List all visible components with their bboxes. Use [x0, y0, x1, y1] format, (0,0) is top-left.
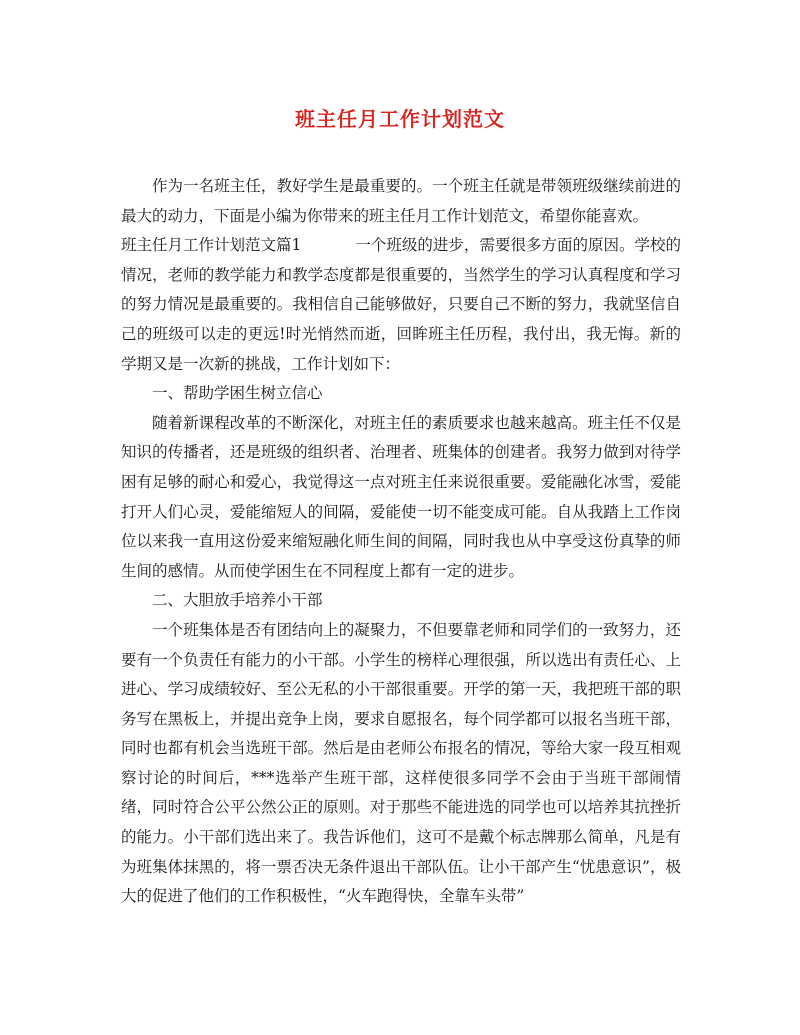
article-lead: 一个班级的进步，需要很多方面的原因。学校的情况，老师的教学能力和教学态度都是很重要的，当然学生的学习认真程度和学习的努力情况是最重要的。我相信自己能够做好，只要自己不断的努力，我就坚信自己的班级可以走的更远!时光悄然而逝，回眸班主任历程，我付出，我无悔。新的学期又是一次新的挑战，工作计划如下：: [121, 236, 681, 373]
article-heading: 班主任月工作计划范文篇1: [121, 236, 302, 255]
section1-heading: 一、帮助学困生树立信心: [152, 384, 323, 403]
document-title: 班主任月工作计划范文: [295, 107, 505, 131]
section2-heading: 二、大胆放手培养小干部: [152, 591, 323, 610]
section2-paragraph: 一个班集体是否有团结向上的凝聚力，不但要靠老师和同学们的一致努力，还要有一个负责任有能力的小干部。小学生的榜样心理很强，所以选出有责任心、上进心、学习成绩较好、至公无私的小干部很重要。开学的第一天，我把班干部的职务写在黑板上，并提出竞争上岗，要求自愿报名，每个同学都可以报名当班干部，同时也都有机会当选班干部。然后是由老师公布报名的情况，等给大家一段互相观察讨论的时间后，***选举产生班干部，这样使很多同学不会由于当班干部闹情绪，同时符合公平公然公正的原则。对于那些不能进选的同学也可以培养其抗挫折的能力。小干部们选出来了。我告诉他们，这可不是戴个标志牌那么简单，凡是有为班集体抹黑的，将一票否决无条件退出干部队伍。让小干部产生“忧患意识”，极大的促进了他们的工作积极性，“火车跑得快，全靠车头带”: [121, 620, 681, 906]
intro-paragraph: 作为一名班主任，教好学生是最重要的。一个班主任就是带领班级继续前进的最大的动力，下面是小编为你带来的班主任月工作计划范文，希望你能喜欢。: [121, 177, 681, 225]
section1-paragraph: 随着新课程改革的不断深化，对班主任的素质要求也越来越高。班主任不仅是知识的传播者，还是班级的组织者、治理者、班集体的创建者。我努力做到对待学困有足够的耐心和爱心，我觉得这一点对班主任来说很重要。爱能融化冰雪，爱能打开人们心灵，爱能缩短人的间隔，爱能使一切不能变成可能。自从我踏上工作岗位以来我一直用这份爱来缩短融化师生间的间隔，同时我也从中享受这份真挚的师生间的感情。从而使学困生在不同程度上都有一定的进步。: [121, 413, 681, 580]
article-paragraph: [121, 231, 681, 379]
document-body: [121, 172, 681, 912]
